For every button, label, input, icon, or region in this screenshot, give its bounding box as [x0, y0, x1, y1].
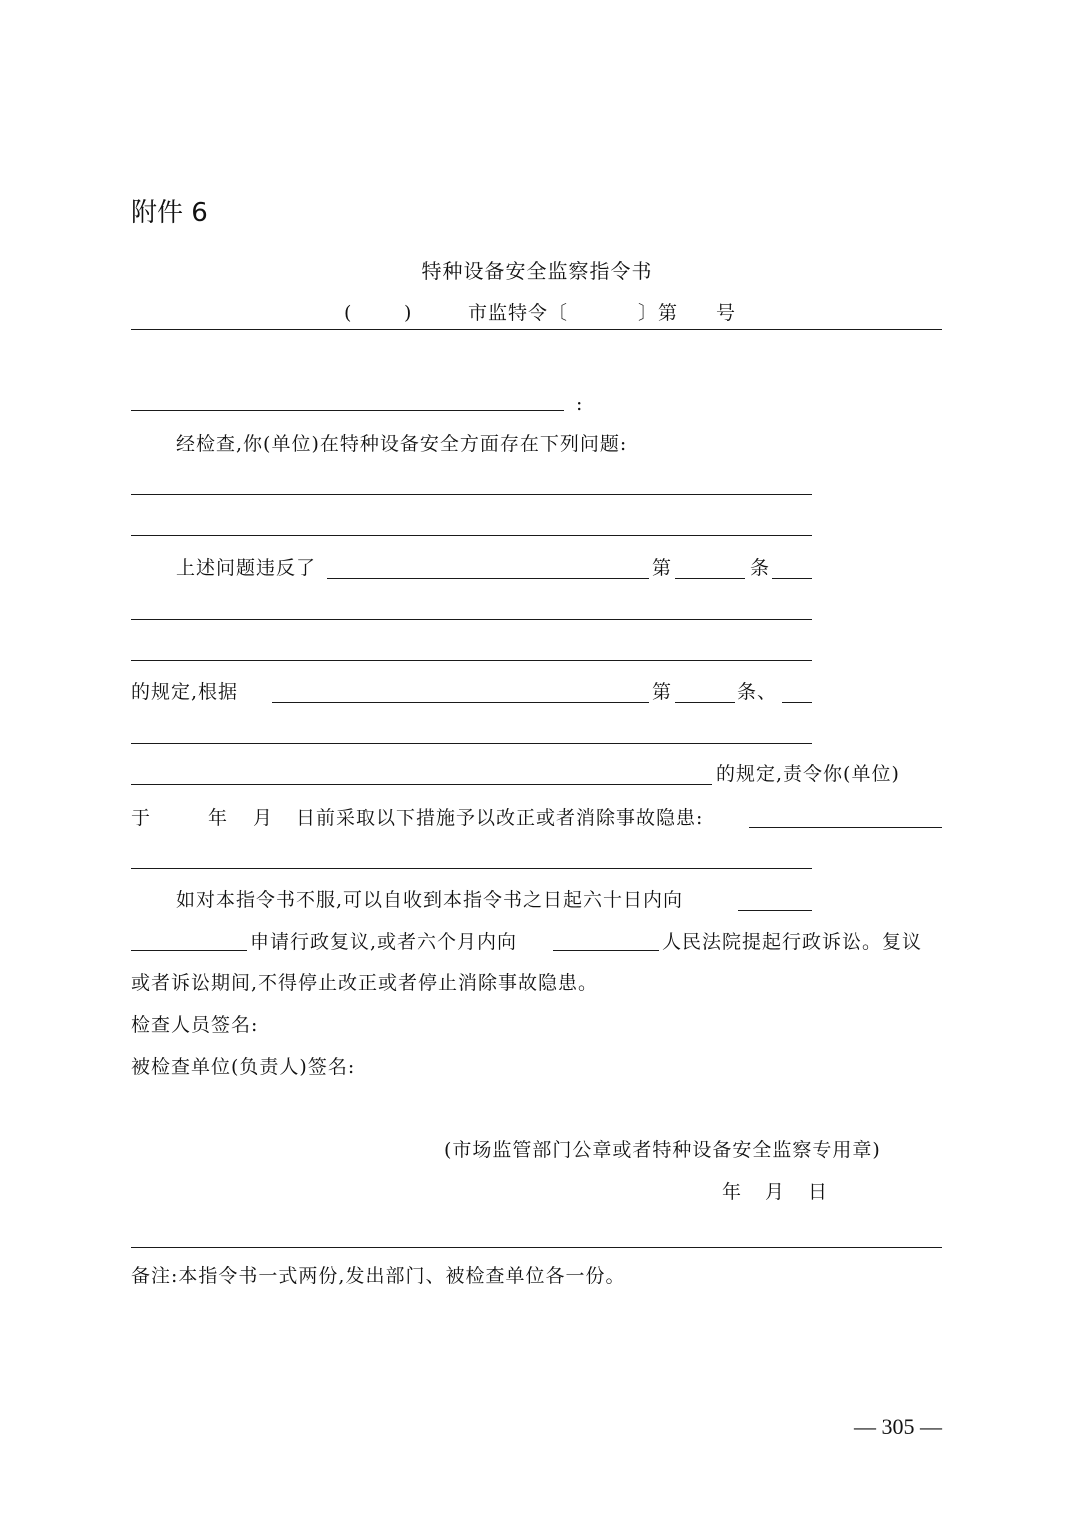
footer-rule — [131, 1247, 942, 1248]
appeal-line-1: 如对本指令书不服,可以自收到本指令书之日起六十日内向 — [176, 889, 684, 911]
inspected-unit-signature-label: 被检查单位(负责人)签名: — [131, 1056, 356, 1078]
problem-blank-2 — [131, 535, 812, 536]
attachment-label: 附件 6 — [131, 198, 208, 228]
header-rule — [131, 329, 942, 330]
article-tiao-2: 条、 — [737, 681, 778, 703]
addressee-colon: : — [576, 393, 584, 415]
doc-number-paren-open: ( — [344, 302, 353, 324]
order-suffix: 的规定,责令你(单位) — [716, 763, 900, 785]
review-authority-blank-1 — [738, 910, 812, 911]
article-number-blank-2 — [675, 702, 735, 703]
measures-blank-1 — [749, 827, 942, 828]
inspection-intro: 经检查,你(单位)在特种设备安全方面存在下列问题: — [176, 433, 628, 455]
page-number: — 305 — — [854, 1414, 942, 1439]
article-di: 第 — [652, 557, 673, 579]
date-month: 月 — [765, 1181, 786, 1203]
addressee-blank — [131, 410, 564, 411]
violation-prefix: 上述问题违反了 — [176, 557, 317, 579]
problem-blank-1 — [131, 494, 812, 495]
regulation-blank — [327, 578, 649, 579]
deadline-text: 日前采取以下措施予以改正或者消除事故隐患: — [296, 807, 704, 829]
deadline-yu: 于 — [131, 807, 152, 829]
date-day: 日 — [808, 1181, 829, 1203]
seal-note: (市场监管部门公章或者特种设备安全监察专用章) — [444, 1139, 881, 1161]
document-title: 特种设备安全监察指令书 — [421, 259, 653, 283]
deadline-year: 年 — [208, 807, 229, 829]
appeal-mid-1: 申请行政复议,或者六个月内向 — [250, 931, 518, 953]
provisions-blank-2 — [131, 784, 712, 785]
doc-number-bracket-close: 〕第 — [638, 302, 679, 324]
appeal-mid-2: 人民法院提起行政诉讼。复议 — [662, 931, 923, 953]
inspector-signature-label: 检查人员签名: — [131, 1014, 259, 1036]
review-authority-blank-2 — [131, 950, 247, 951]
date-year: 年 — [722, 1181, 743, 1203]
article-number-blank — [675, 578, 745, 579]
clause-blank-2 — [782, 702, 812, 703]
court-blank — [553, 950, 659, 951]
doc-number-org: 市监特令〔 — [468, 302, 569, 324]
clause-blank — [772, 578, 812, 579]
appeal-line-3: 或者诉讼期间,不得停止改正或者停止消除事故隐患。 — [131, 972, 599, 994]
doc-number-paren-close: ) — [404, 302, 413, 324]
article-di-2: 第 — [652, 681, 673, 703]
basis-regulation-blank — [272, 702, 649, 703]
doc-number-suffix: 号 — [716, 302, 737, 324]
article-tiao: 条 — [750, 557, 771, 579]
violation-blank-1 — [131, 619, 812, 620]
provisions-blank-1 — [131, 743, 812, 744]
measures-blank-2 — [131, 868, 812, 869]
remark: 备注:本指令书一式两份,发出部门、被检查单位各一份。 — [131, 1265, 626, 1287]
deadline-month: 月 — [253, 807, 274, 829]
provisions-prefix: 的规定,根据 — [131, 681, 239, 703]
violation-blank-2 — [131, 660, 812, 661]
